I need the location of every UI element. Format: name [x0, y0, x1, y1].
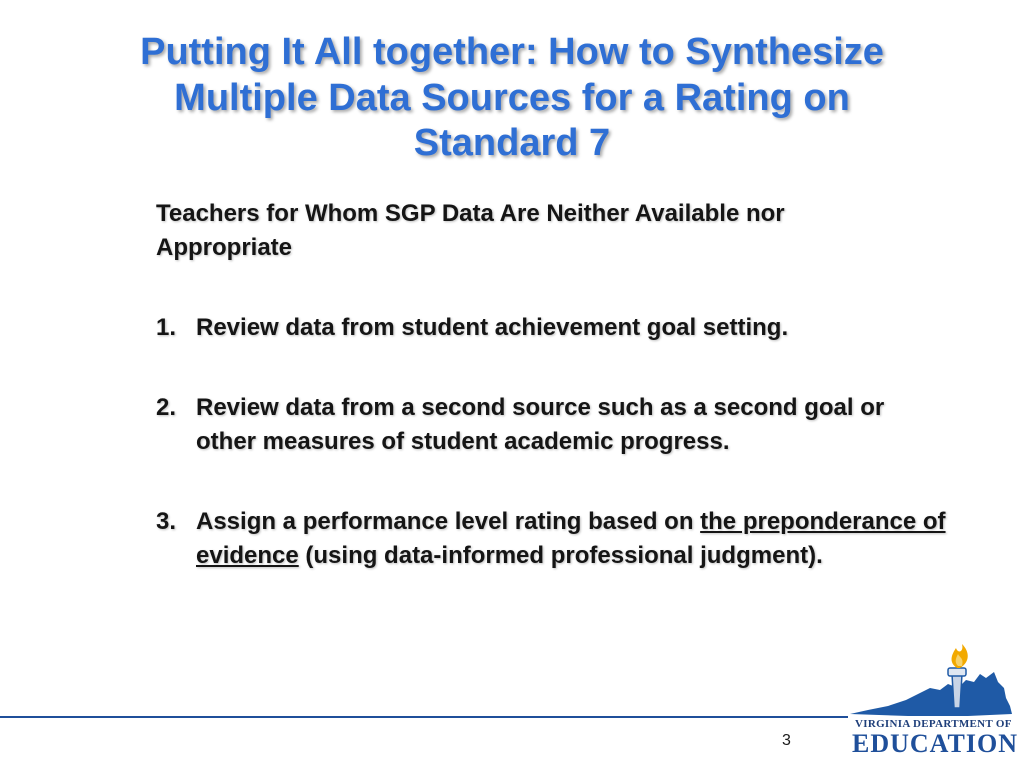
list-item-3 [156, 505, 946, 573]
title-line-1: Putting It All together: How to Synthesize [140, 31, 884, 73]
subheading [156, 197, 946, 265]
list-text: Review data from student achievement goal setting. [196, 314, 789, 341]
torch-icon [952, 674, 962, 708]
footer-divider [0, 716, 848, 718]
list-text: Review data from a second source such as a second goal or other measures of student academic progress. [196, 394, 885, 455]
list-number: 1. [156, 314, 177, 341]
virginia-state-shape-icon [850, 672, 1012, 716]
list-text-after: (using data-informed professional judgment). [298, 542, 823, 569]
subheading-line-1: Teachers for Whom SGP Data Are Neither Available nor [156, 200, 785, 227]
logo-text-department: VIRGINIA DEPARTMENT OF [855, 718, 1012, 730]
title-line-2: Multiple Data Sources for a Rating on [174, 76, 850, 119]
title-line-3: Standard 7 [413, 122, 611, 165]
list-text [196, 505, 946, 573]
slide-title [60, 30, 964, 167]
list-item-2 [156, 391, 946, 459]
slide-body [156, 197, 946, 619]
list-number: 3. [156, 508, 177, 535]
list-number: 2. [156, 394, 177, 421]
list-text-before: Assign a performance level rating based on [196, 508, 701, 535]
subheading-line-2: Appropriate [156, 234, 293, 261]
list-item-1 [156, 311, 946, 345]
logo-text-education: EDUCATION [852, 729, 1018, 758]
list-text-underlined: the preponderance of evidence [196, 508, 946, 569]
page-number: 3 [782, 732, 791, 749]
